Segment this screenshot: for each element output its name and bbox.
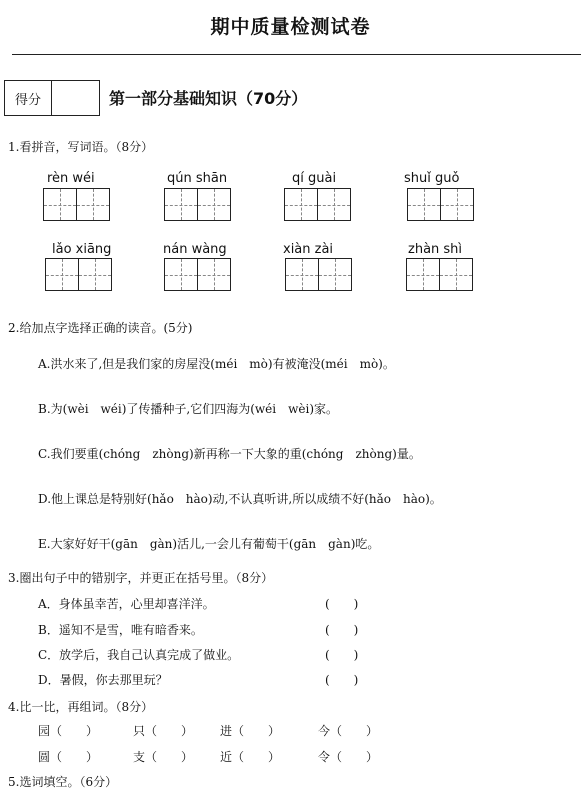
grid-cell[interactable] — [78, 258, 112, 291]
grid-cell[interactable] — [164, 188, 198, 221]
grid-cell[interactable] — [317, 188, 351, 221]
compare-item[interactable]: 只（ ） — [133, 724, 194, 738]
pinyin-label: qún shān — [167, 171, 228, 186]
writing-grid[interactable] — [43, 188, 110, 221]
grid-cell[interactable] — [284, 188, 318, 221]
answer-paren[interactable]: ( ) — [325, 648, 359, 662]
compare-item[interactable]: 进（ ） — [220, 724, 281, 738]
compare-item[interactable]: 支（ ） — [133, 750, 194, 764]
q2-item-d: D.他上课总是特别好(hǎo hào)动,不认真听讲,所以成绩不好(hǎo hào)。 — [38, 492, 442, 506]
q2-item-c: C.我们要重(chóng zhòng)新再称一下大象的重(chóng zhòng)量。 — [38, 447, 421, 461]
grid-cell[interactable] — [406, 258, 440, 291]
q4-heading: 4.比一比，再组词。（8分） — [8, 700, 154, 714]
compare-item[interactable]: 令（ ） — [318, 750, 379, 764]
score-box — [4, 80, 100, 116]
q3-heading: 3.圈出句子中的错别字，并更正在括号里。（8分） — [8, 571, 274, 585]
grid-cell[interactable] — [318, 258, 352, 291]
pinyin-label: lǎo xiāng — [52, 242, 112, 257]
pinyin-label: xiàn zài — [283, 242, 334, 257]
compare-item[interactable]: 圆（ ） — [38, 750, 99, 764]
grid-cell[interactable] — [43, 188, 77, 221]
q3-item-a: A．身体虽幸苦，心里却喜洋洋。 — [38, 597, 215, 611]
q1-heading: 1.看拼音，写词语。（8分） — [8, 140, 154, 154]
q2-heading: 2.给加点字选择正确的读音。(5分) — [8, 321, 193, 335]
writing-grid[interactable] — [164, 258, 231, 291]
grid-cell[interactable] — [76, 188, 110, 221]
compare-item[interactable]: 近（ ） — [220, 750, 281, 764]
grid-cell[interactable] — [197, 258, 231, 291]
q5-heading: 5.选词填空。（6分） — [8, 775, 118, 789]
writing-grid[interactable] — [406, 258, 473, 291]
compare-item[interactable]: 今（ ） — [318, 724, 379, 738]
pinyin-label: rèn wéi — [47, 171, 95, 186]
q3-item-b: B．遥知不是雪，唯有暗香来。 — [38, 623, 203, 637]
writing-grid[interactable] — [407, 188, 474, 221]
compare-item[interactable]: 园（ ） — [38, 724, 99, 738]
grid-cell[interactable] — [45, 258, 79, 291]
page-title: 期中质量检测试卷 — [210, 16, 371, 38]
answer-paren[interactable]: ( ) — [325, 673, 359, 687]
pinyin-label: shuǐ guǒ — [404, 171, 460, 186]
writing-grid[interactable] — [164, 188, 231, 221]
pinyin-label: qí guài — [292, 171, 337, 186]
writing-grid[interactable] — [284, 188, 351, 221]
grid-cell[interactable] — [407, 188, 441, 221]
q3-item-d: D．暑假，你去那里玩？ — [38, 673, 168, 687]
grid-cell[interactable] — [439, 258, 473, 291]
title-divider — [12, 54, 581, 55]
q2-item-b: B.为(wèi wéi)了传播种子,它们四海为(wéi wèi)家。 — [38, 402, 339, 416]
grid-cell[interactable] — [164, 258, 198, 291]
grid-cell[interactable] — [440, 188, 474, 221]
grid-cell[interactable] — [197, 188, 231, 221]
pinyin-label: nán wàng — [163, 242, 227, 257]
answer-paren[interactable]: ( ) — [325, 623, 359, 637]
grid-cell[interactable] — [285, 258, 319, 291]
score-field[interactable] — [52, 81, 99, 115]
q2-item-e: E.大家好好干(gān gàn)活儿,一会儿有葡萄干(gān gàn)吃。 — [38, 537, 380, 551]
score-label: 得分 — [5, 81, 52, 115]
q2-item-a: A.洪水来了,但是我们家的房屋没(méi mò)有被淹没(méi mò)。 — [38, 357, 395, 371]
q3-item-c: C．放学后，我自己认真完成了做业。 — [38, 648, 240, 662]
pinyin-label: zhàn shì — [408, 242, 463, 257]
answer-paren[interactable]: ( ) — [325, 597, 359, 611]
writing-grid[interactable] — [285, 258, 352, 291]
part-title: 第一部分基础知识（70分） — [109, 89, 308, 108]
writing-grid[interactable] — [45, 258, 112, 291]
